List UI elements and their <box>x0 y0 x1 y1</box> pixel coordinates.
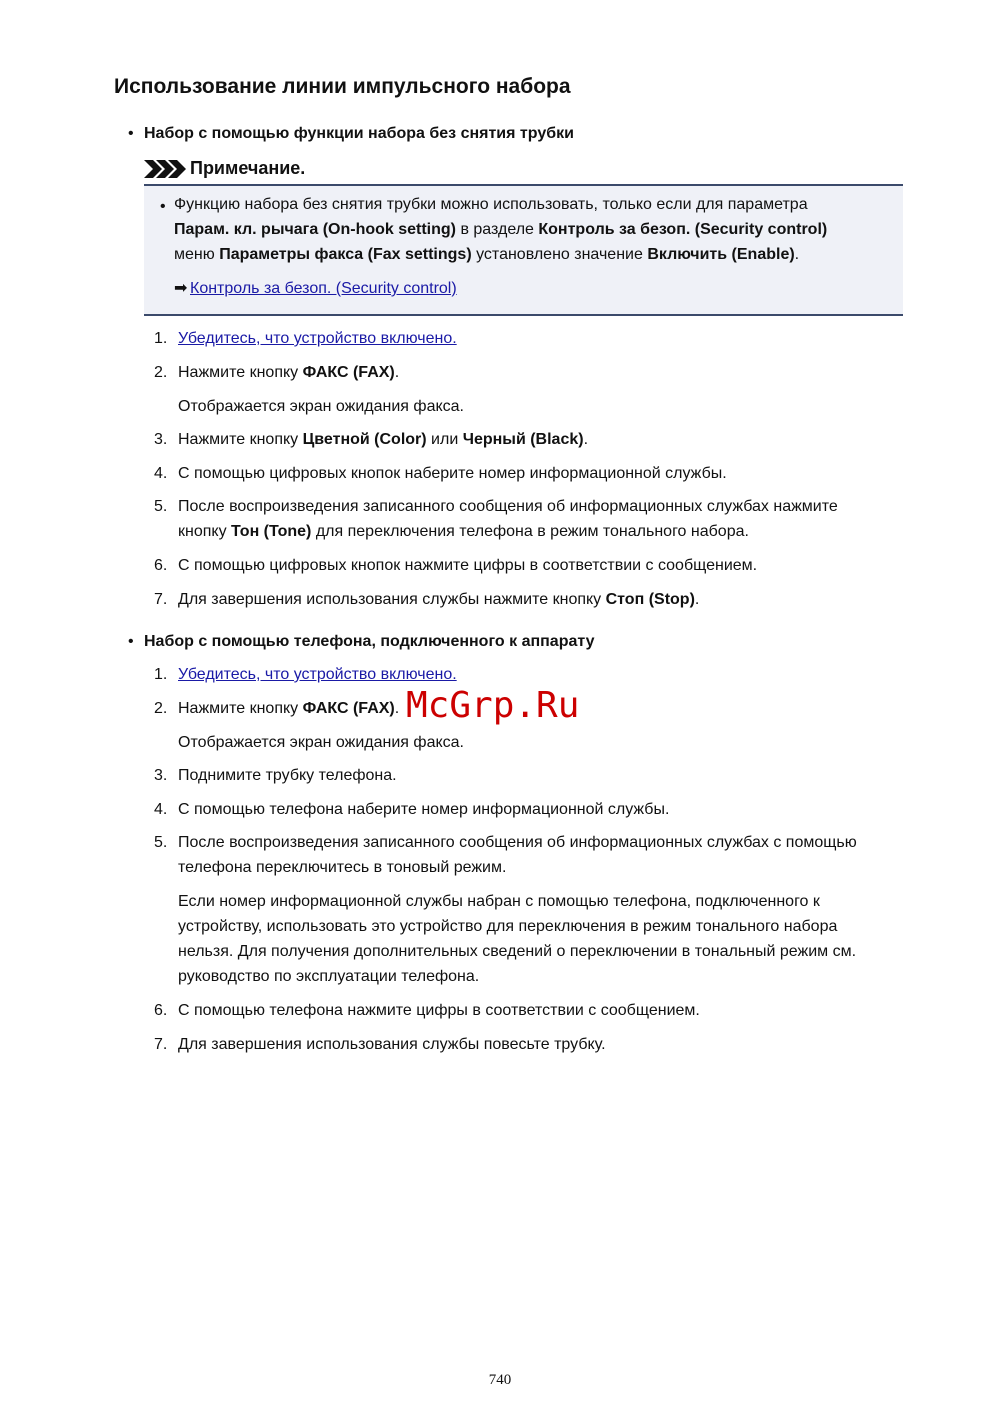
security-control-link[interactable]: Контроль за безоп. (Security control) <box>190 280 457 297</box>
page-title: Использование линии импульсного набора <box>114 75 571 98</box>
section-heading-text: Набор с помощью функции набора без снятия трубки <box>144 125 574 142</box>
note-line-3: меню Параметры факса (Fax settings) установлено значение Включить (Enable). <box>174 246 800 263</box>
note-bullet: • <box>160 198 166 215</box>
bullet-mark: • <box>128 125 134 142</box>
step-note: Отображается экран ожидания факса. <box>178 398 464 415</box>
arrow-right-icon: ➡ <box>174 280 188 297</box>
note-line-1: Функцию набора без снятия трубки можно использовать, только если для параметра <box>174 196 808 213</box>
section-heading-text: Набор с помощью телефона, подключенного к аппарату <box>144 633 595 650</box>
device-on-link[interactable]: Убедитесь, что устройство включено. <box>178 330 457 347</box>
note-line-2: Парам. кл. рычага (On-hook setting) в разделе Контроль за безоп. (Security control) <box>174 221 828 238</box>
device-on-link[interactable]: Убедитесь, что устройство включено. <box>178 666 457 683</box>
step-paragraph: Если номер информационной службы набран с помощью телефона, подключенного к устройству, использовать это устройство для переключения в режим тонального набора нельзя. Для получения дополнительных сведений о переключении в тональный режим см. руководство по эксплуатации телефона. <box>178 893 857 985</box>
note-title: Примечание. <box>190 158 306 178</box>
note-box <box>144 184 903 316</box>
watermark: McGrp.Ru <box>406 685 580 726</box>
bullet-mark: • <box>128 633 134 650</box>
document-page: Использование линии импульсного набора • Набор с помощью функции набора без снятия трубки Примечание. • Функцию набора без снятия трубки можно использовать, только если для параметра Парам. кл. рычага (On-hook setting) в разделе Контроль за безоп. (Security control) меню Параметры факса (Fax settings) установлено значение Включить (Enable). ➡ Контроль за безоп. (Security control) 1. Убедитесь, что устройство включено. 2. Нажмите кнопку ФАКС (FAX). Отображается экран ожидания факса. 3. Нажмите кнопку Цветной (Color) или Черный (Black). 4. С помощью цифровых кнопок наберите номер информационной службы. 5. После воспроизведения записанного сообщения об информационных службах нажмите кнопку Тон (Tone) для переключения телефона в режим тонального набора. 6. С помощью цифровых кнопок нажмите цифры в соответствии с сообщением. 7. Для завершения использования службы нажмите кнопку Стоп (Stop). • Набор с помощью телефона, подключенного к аппарату 1. Убедитесь, что устройство включено. 2. Нажмите кнопку ФАКС (FAX). Отображается экран ожидания факса. 3. Поднимите трубку телефона. 4. С помощью телефона наберите номер информационной службы. 5. После воспроизведения записанного сообщения об информационных службах с помощью телефона переключитесь в тоновый режим. Если номер информационной службы набран с помощью телефона, подключенного к устройству, использовать это устройство для переключения в режим тонального набора нельзя. Для получения дополнительных сведений о переключении в тональный режим см. руководство по эксплуатации телефона. 6. С помощью телефона нажмите цифры в соответствии с сообщением. 7. Для завершения использования службы повесьте трубку. McGrp.Ru 740 <box>0 0 1000 1414</box>
page-number: 740 <box>488 1372 512 1388</box>
note-link-row <box>174 276 457 301</box>
note-arrows-icon <box>144 160 186 178</box>
step-note: Отображается экран ожидания факса. <box>178 734 464 751</box>
